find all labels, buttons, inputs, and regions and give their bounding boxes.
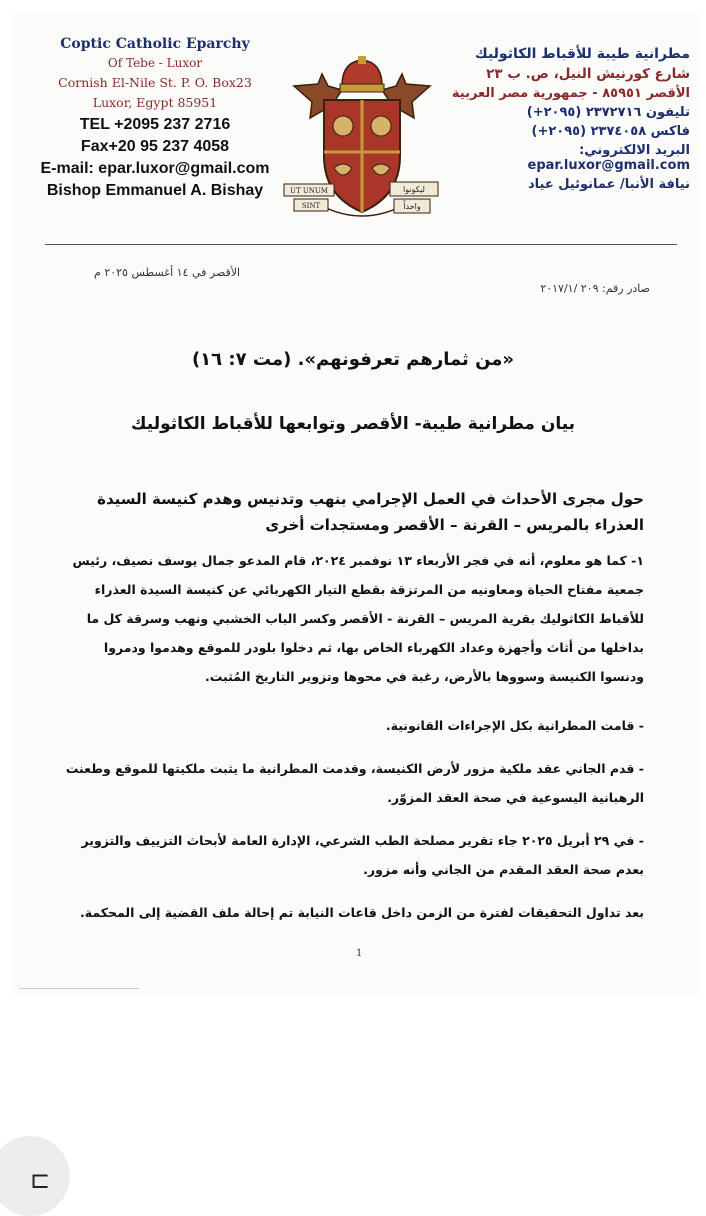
postal-en: Luxor, Egypt 85951 (92, 95, 218, 110)
email-ar: البريد الالكتروني: epar.luxor@gmail.com (527, 143, 690, 173)
statement-body (62, 486, 644, 941)
fax-en: Fax+20 95 237 4058 (80, 138, 230, 155)
crest-motto-latin: UT UNUM (290, 187, 328, 195)
tel-ar: تليفون ٢٣٧٢٧١٦ (٢٠٩٥+) (526, 105, 690, 120)
crest-motto-latin-2: SINT (301, 202, 321, 210)
eparchy-name-ar: مطرانية طيبة للأقباط الكاثوليك (474, 46, 690, 62)
tel-en: TEL +2095 237 2716 (79, 116, 231, 133)
eparchy-city-en: Of Tebe - Luxor (107, 56, 203, 70)
page-edge (19, 988, 139, 989)
postal-ar: الأقصر ٨٥٩٥١ - جمهورية مصر العربية (451, 86, 690, 101)
eparchy-name-en: Coptic Catholic Eparchy (60, 36, 250, 52)
bishop-en: Bishop Emmanuel A. Bishay (46, 182, 264, 199)
paragraph: - قامت المطرانية بكل الإجراءات القانونية. (385, 718, 644, 733)
coat-of-arms-icon (282, 56, 442, 236)
letterhead-english (30, 36, 280, 202)
paragraph: بعد تداول التحقيقات لفترة من الزمن داخل قاعات النيابة تم إحالة ملف القضية إلى المحكمة. (80, 905, 644, 920)
email-en: E-mail: epar.luxor@gmail.com (40, 160, 270, 177)
statement-subject: حول مجرى الأحداث في العمل الإجرامي بنهب وتدنيس وهدم كنيسة السيدة العذراء بالمريس – القرنة – الأقصر ومستجدات أخرى (97, 490, 644, 534)
floating-action-button[interactable] (0, 1136, 70, 1216)
paragraph: - في ٢٩ أبريل ٢٠٢٥ جاء تقرير مصلحة الطب الشرعي، الإدارة العامة لأبحاث التزييف والتزوير بعدم صحة العقد المقدم من الجاني وأنه مزور. (81, 833, 644, 877)
fax-ar: فاكس ٢٣٧٤٠٥٨ (٢٠٩٥+) (531, 124, 690, 139)
crest-motto-arabic: ليكونوا (403, 185, 425, 194)
address-ar: شارع كورنيش النيل، ص. ب ٢٣ (486, 66, 690, 82)
address-en: Cornish El-Nile St. P. O. Box23 (58, 75, 252, 90)
paragraph: - قدم الجاني عقد ملكية مزور لأرض الكنيسة، وقدمت المطرانية ما يثبت ملكيتها للموقع وطعنت الرهبانية اليسوعية في صحة العقد المزوّر. (65, 761, 644, 805)
document-date: الأقصر في ١٤ أغسطس ٢٠٢٥ م (94, 266, 241, 279)
reference-number: صادر رقم: ٢٠٩ /٢٠١٧/١ (540, 282, 650, 295)
tab-icon: ⊏ (30, 1166, 51, 1194)
page-number: 1 (356, 948, 363, 959)
paragraph: ١- كما هو معلوم، أنه في فجر الأربعاء ١٣ نوفمبر ٢٠٢٤، قام المدعو جمال يوسف نصيف، رئيس جمعية مفتاح الحياة ومعاونيه من المرتزقة بقطع التيار الكهربائي عن كنيسة السيدة العذراء للأقباط الكاثوليك بقرية المريس – القرنة - الأقصر وكسر الباب الخشبي ونهب وسرقة كل ما بداخلها من أثاث وأجهزة وعداد الكهرباء الخاص بها، ثم دخلوا بلودر للموقع وهدموا ودمروا ودنسوا الكنيسة وسووها بالأرض، رغبة في محوها وتزوير التاريخ المُثبت. (72, 553, 644, 684)
letterhead-arabic (420, 46, 690, 196)
statement-title: بيان مطرانية طيبة- الأقصر وتوابعها للأقباط الكاثوليك (130, 414, 576, 434)
bishop-ar: نيافة الأنبا/ عمانوئيل عياد (527, 177, 690, 192)
header-divider (45, 244, 677, 245)
crest-motto-arabic-2: واحداً (403, 202, 421, 211)
bible-verse: «من ثمارهم تعرفونهم». (مت ٧: ١٦) (191, 349, 515, 370)
